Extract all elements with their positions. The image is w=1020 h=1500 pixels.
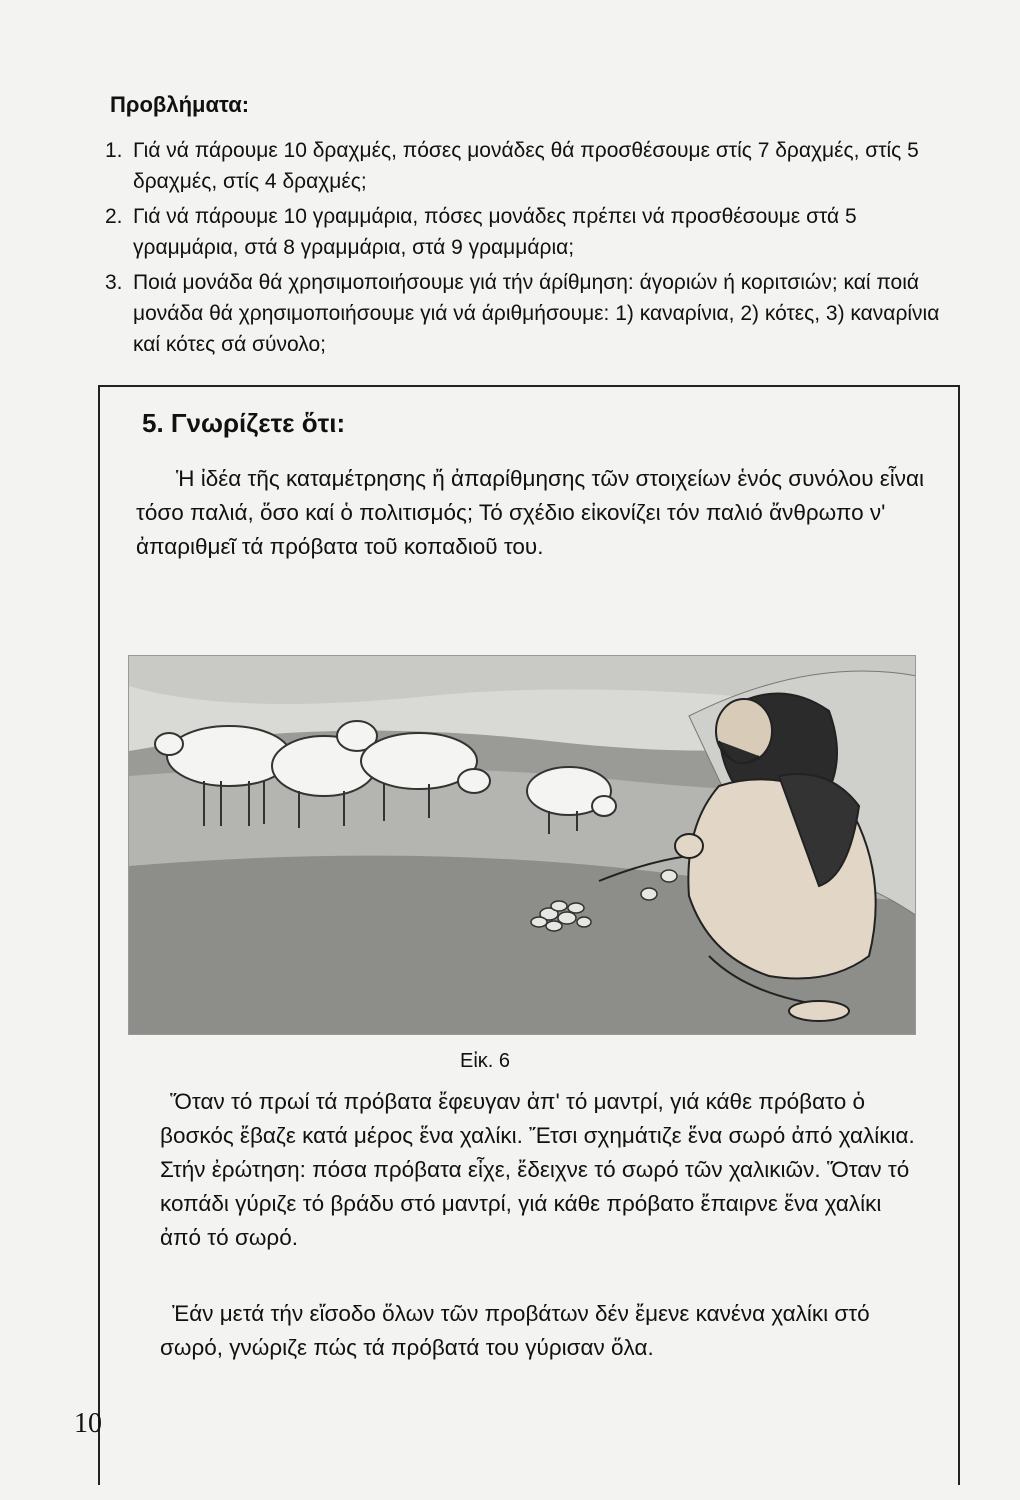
problem-item — [105, 267, 965, 360]
problem-number: 1. — [105, 139, 123, 162]
problem-text: Γιά νά πάρουμε 10 δραχμές, πόσες μονάδες θά προσθέσουμε στίς 7 δραχμές, στίς 5 δραχμές, στίς 4 δραχμές; — [133, 139, 919, 193]
shepherd-illustration — [128, 655, 916, 1035]
problems-heading: Προβλήματα: — [110, 92, 250, 117]
problem-number: 3. — [105, 271, 123, 294]
problems-list — [105, 135, 965, 364]
figure-caption: Εἰκ. 6 — [460, 1050, 511, 1072]
problem-text: Γιά νά πάρουμε 10 γραμμάρια, πόσες μονάδες πρέπει νά προσθέσουμε στά 5 γραμμάρια, στά 8 γραμμάρια, στά 9 γραμμάρια; — [133, 205, 857, 259]
box-heading: 5. Γνωρίζετε ὅτι: — [142, 408, 346, 438]
problem-number: 2. — [105, 205, 123, 228]
story-paragraph-2: Ἐάν μετά τήν εἴσοδο ὅλων τῶν προβάτων δέν ἔμενε κανένα χαλίκι στό σωρό, γνώριζε πώς τά πρόβατά του γύρισαν ὅλα. — [160, 1301, 870, 1360]
story-paragraph-1: Ὅταν τό πρωί τά πρόβατα ἔφευγαν ἀπ' τό μαντρί, γιά κάθε πρόβατο ὁ βοσκός ἔβαζε κατά μέρος ἕνα χαλίκι. Ἔτσι σχημάτιζε ἕνα σωρό ἀπό χαλίκια. Στήν ἐρώτηση: πόσα πρόβατα εἶχε, ἔδειχνε τό σωρό τῶν χαλικιῶν. Ὅταν τό κοπάδι γύριζε τό βράδυ στό μαντρί, γιά κάθε πρόβατο ἔπαιρνε ἕνα χαλίκι ἀπό τό σωρό. — [160, 1089, 915, 1250]
problem-text: Ποιά μονάδα θά χρησιμοποιήσουμε γιά τήν άρίθμηση: άγοριών ή κοριτσιών; καί ποιά μονάδα θά χρησιμοποιήσουμε γιά νά άριθμήσουμε: 1) καναρίνια, 2) κότες, 3) καναρίνια καί κότες σά σύνολο; — [133, 271, 940, 356]
problem-item — [105, 201, 965, 263]
intro-paragraph: Ἡ ἰδέα τῆς καταμέτρησης ἤ ἀπαρίθμησης τῶν στοιχείων ἑνός συνόλου εἶναι τόσο παλιά, ὅσο καί ὁ πολιτισμός; Τό σχέδιο εἰκονίζει τόν παλιό ἄνθρωπο ν' ἀπαριθμεῖ τά πρόβατα τοῦ κοπαδιοῦ του. — [136, 466, 925, 559]
problem-item — [105, 135, 965, 197]
page-number: 10 — [74, 1408, 102, 1439]
shepherd-drawing — [129, 656, 916, 1035]
